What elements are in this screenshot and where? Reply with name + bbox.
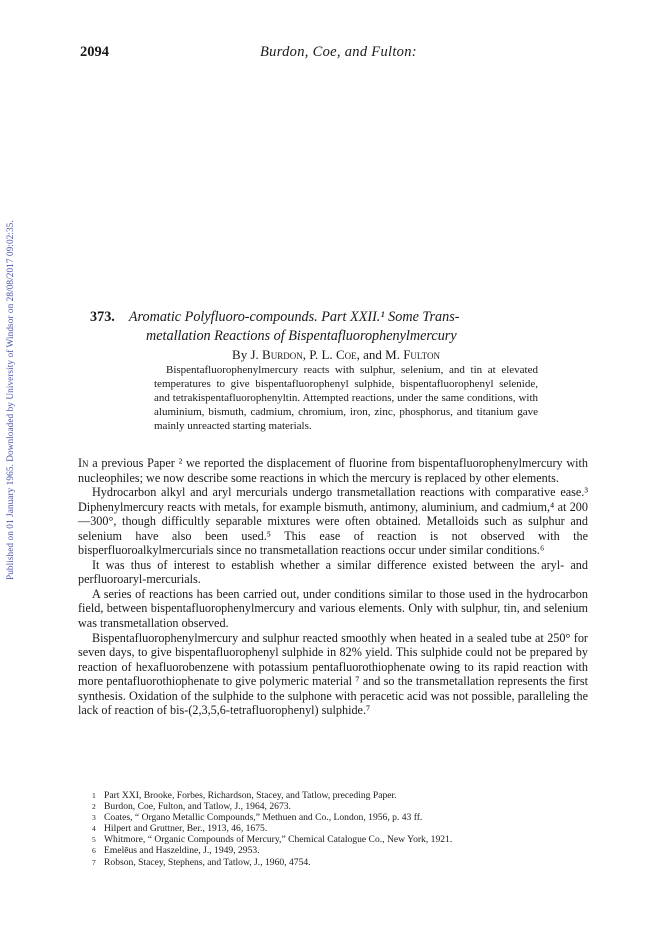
page-header [80,44,592,64]
footnote-number: 7 [92,857,96,867]
author-3-initial: M. [385,347,400,362]
paragraph-1 [78,456,588,485]
running-head: Burdon, Coe, and Fulton: [260,44,417,60]
paragraph-3: It was thus of interest to establish whether a similar difference existed between the aryl- and perfluoroaryl-mercurials. [78,557,588,587]
footnote [92,834,582,845]
footnote [92,790,582,801]
byline-and: and [363,347,382,362]
paragraph-1-lead: In [78,456,89,470]
title-text-1: Aromatic Polyfluoro-compounds. Part XXII.¹ Some Trans- [128,309,460,325]
footnote-text: Part XXI, Brooke, Forbes, Richardson, Stacey, and Tatlow, preceding Paper. [104,790,397,801]
footnote-text: Coates, “ Organo Metallic Compounds,” Methuen and Co., London, 1956, p. 43 ff. [104,812,423,824]
author-byline [0,347,672,363]
paragraph-5: Bispentafluorophenylmercury and sulphur reacted smoothly when heated in a sealed tube at 250° for seven days, to give bispentafluorophenyl sulphide in 82% yield. This sulphide could not be prepared by reaction of hexafluorobenzene with potassium pentafluorothiophenate owing to its rapid reaction with more pentafluorothiophenate to give polymeric material ⁷ and so the transmetallation represents the first synthesis. Oxidation of the sulphide to the sulphone with peracetic acid was not possible, paralleling the lack of reaction of bis-(2,3,5,6-tetrafluorophenyl) sulphide.⁷ [78,630,588,718]
footnote-text: Hilpert and Gruttner, Ber., 1913, 46, 1675. [104,823,268,835]
paragraph-2: Hydrocarbon alkyl and aryl mercurials undergo transmetallation reactions with comparative ease.³ Diphenylmercury reacts with metals, for example bismuth, antimony, aluminium, and cadmium,⁴ at 200—300°, though difficultly separable mixtures were often obtained. Metalloids such as sulphur and selenium have also been used.⁵ This ease of reaction is not observed with the bisperfluoroalkylmercurials since no transmetallation reactions occur under similar conditions.⁶ [78,485,588,558]
footnote-text: Burdon, Coe, Fulton, and Tatlow, J., 1964, 2673. [104,801,291,813]
title-line-1 [90,308,580,327]
author-3-name: Fulton [403,347,440,362]
download-notice-text: Published on 01 January 1965. Downloaded by University of Windsor on 28/08/2017 09:02:35. [6,220,16,580]
footnote [92,857,582,868]
footnote-number: 2 [92,802,96,812]
abstract: Bispentafluorophenylmercury reacts with sulphur, selenium, and tin at elevated temperatures to give bispentafluorophenyl sulphide, bispentafluorophenyl selenide, and tetrakispentafluorophenyltin. Attempted reactions, under the same conditions, with aluminium, bismuth, cadmium, chromium, iron, zinc, phosphorus, and titanium gave mainly unreacted starting materials. [154,364,538,432]
author-1-initial: J. [250,347,259,362]
footnote-text: Robson, Stacey, Stephens, and Tatlow, J., 1960, 4754. [104,856,311,868]
download-notice [6,160,18,580]
footnote-number: 3 [92,813,96,823]
footnote-text: Emelēus and Haszeldine, J., 1949, 2953. [104,845,260,857]
article-number: 373. [90,309,115,325]
footnote [92,801,582,812]
footnote [92,845,582,856]
page-number: 2094 [80,44,109,60]
paragraph-1-text: a previous Paper ² we reported the displacement of fluorine from bispentafluorophenylmercury with nucleophiles; we now describe some reactions in which the mercury is replaced by other elements. [78,456,588,485]
author-2-initials: P. L. [309,347,333,362]
footnote [92,812,582,823]
footnotes [92,790,582,868]
footnote-number: 6 [92,846,96,856]
footnote [92,823,582,834]
byline-by: By [232,347,248,362]
footnote-number: 1 [92,791,96,800]
article-title [90,308,580,346]
footnote-text: Whitmore, “ Organic Compounds of Mercury,” Chemical Catalogue Co., New York, 1921. [104,834,453,846]
footnote-number: 5 [92,835,96,845]
title-line-2: metallation Reactions of Bispentafluorophenylmercury [146,328,457,344]
author-1-name: Burdon, [262,347,306,362]
body-text [78,456,588,718]
footnote-number: 4 [92,824,96,834]
author-2-name: Coe, [335,347,360,362]
paragraph-4: A series of reactions has been carried out, under conditions similar to those used in the hydrocarbon field, between bispentafluorophenylmercury and various elements. Only with sulphur, tin, and selenium was transmetallation observed. [78,586,588,631]
